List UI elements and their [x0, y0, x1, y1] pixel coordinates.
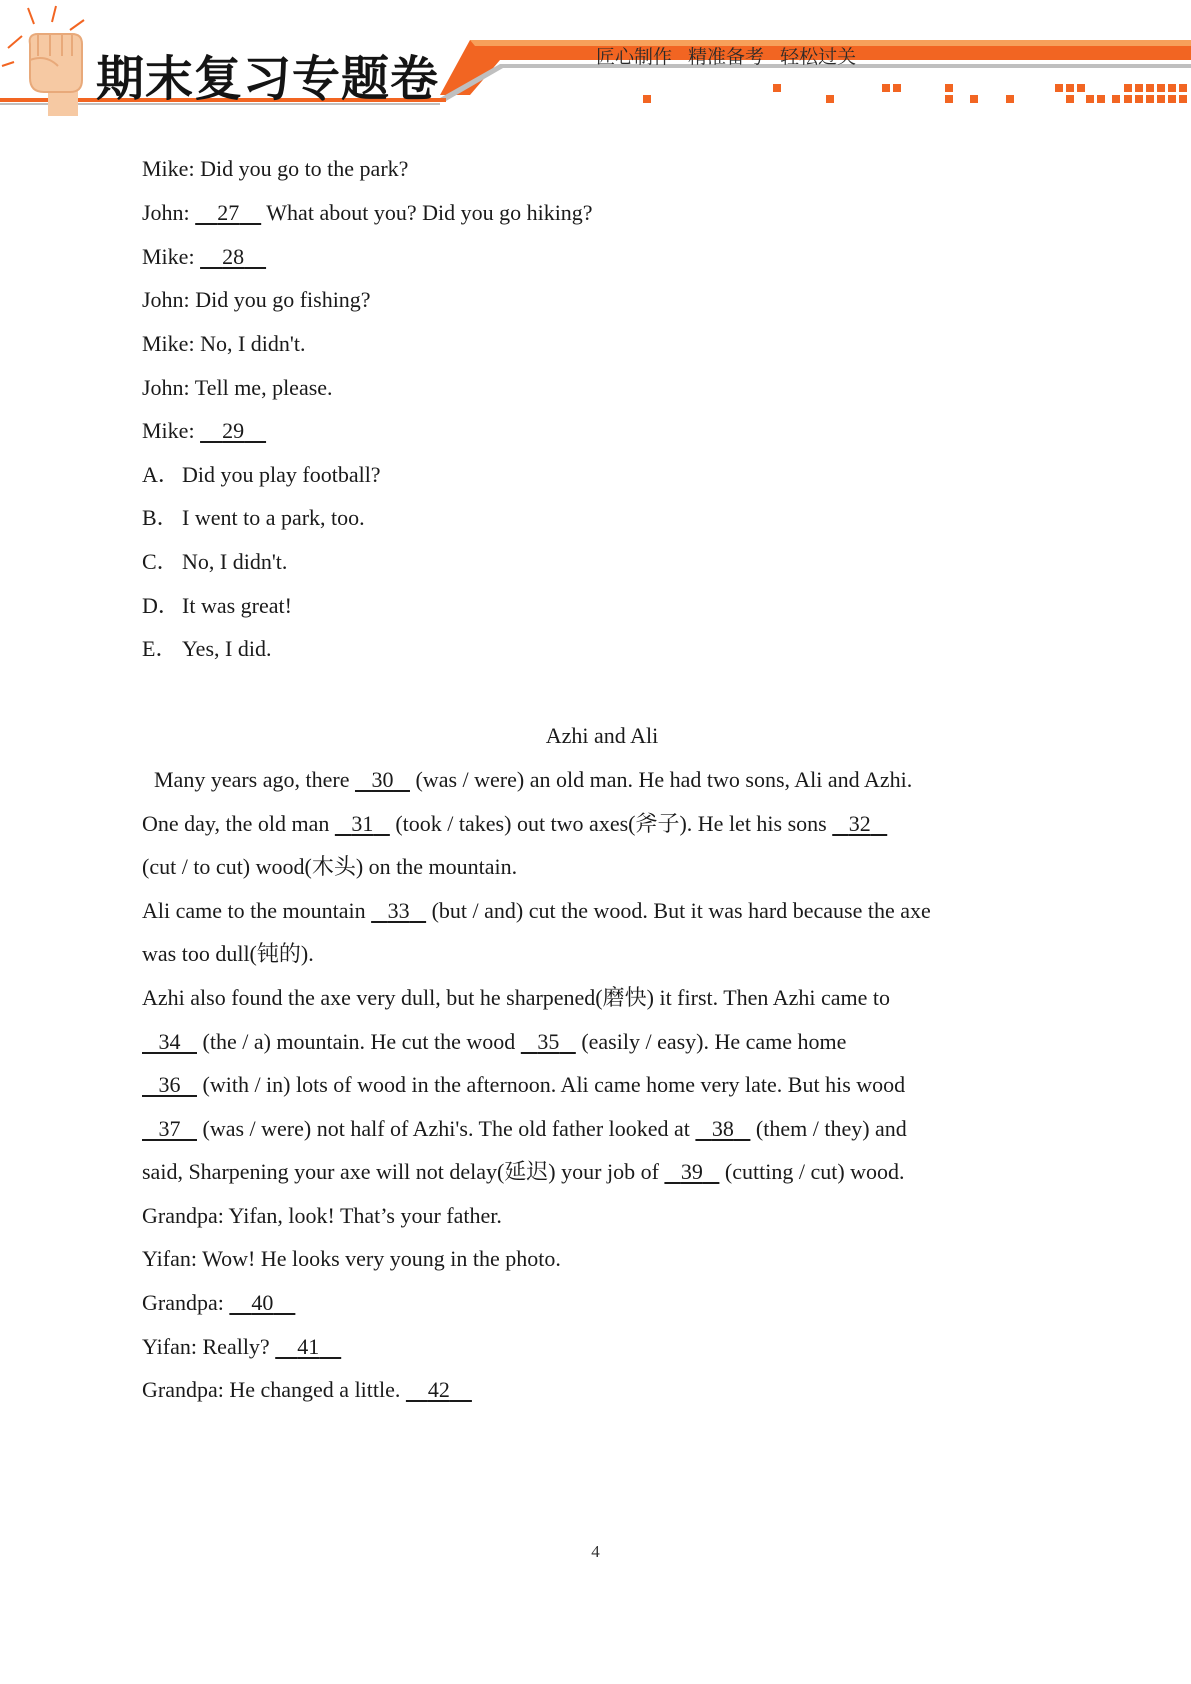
speaker: Grandpa: — [142, 1203, 224, 1228]
speaker: Mike: — [142, 331, 195, 356]
option-letter: B． — [142, 505, 179, 530]
dialogue1-line6 — [142, 374, 333, 402]
answer-blank[interactable]: 27 — [217, 200, 240, 225]
option-letter: A． — [142, 462, 180, 487]
answer-blank[interactable]: 36 — [158, 1072, 181, 1097]
option-e — [142, 635, 271, 663]
dialogue2-line5 — [142, 1376, 472, 1404]
speaker: John: — [142, 200, 190, 225]
answer-blank[interactable]: 37 — [158, 1116, 181, 1141]
story-text: (with / in) lots of wood in the afternoon. Ali came home very late. But his wood — [202, 1072, 906, 1097]
speaker: John: — [142, 375, 190, 400]
story-text: (easily / easy). He came home — [581, 1029, 847, 1054]
speaker: Yifan: — [142, 1334, 197, 1359]
dialogue2-line1 — [142, 1202, 502, 1230]
story-text: (them / they) and — [755, 1116, 907, 1141]
utterance: Wow! He looks very young in the photo. — [202, 1246, 561, 1271]
story-text: said, Sharpening your axe will not delay(延迟) your job of — [142, 1159, 659, 1184]
utterance: Tell me, please. — [194, 375, 333, 400]
page-number: 4 — [591, 1542, 600, 1561]
speaker: Mike: — [142, 156, 195, 181]
story-line-3 — [142, 853, 517, 881]
option-text: No, I didn't. — [182, 549, 288, 574]
dialogue2-line3 — [142, 1289, 295, 1317]
speaker: Grandpa: — [142, 1290, 224, 1315]
dialogue1-line5 — [142, 330, 305, 358]
speaker: John: — [142, 287, 190, 312]
option-c — [142, 548, 287, 576]
answer-blank[interactable]: 41 — [297, 1334, 320, 1359]
story-line-10 — [142, 1158, 905, 1186]
answer-blank[interactable]: 31 — [351, 811, 374, 836]
answer-blank[interactable]: 34 — [158, 1029, 181, 1054]
story-text: was too dull(钝的). — [142, 941, 314, 966]
story-text: (took / takes) out two axes(斧子). He let his sons — [395, 811, 827, 836]
story-line-8 — [142, 1071, 905, 1099]
answer-blank[interactable]: 33 — [387, 898, 410, 923]
option-a — [142, 461, 381, 489]
story-line-5 — [142, 940, 314, 968]
speaker: Mike: — [142, 418, 195, 443]
dialogue1-line4 — [142, 286, 371, 314]
utterance: Really? — [202, 1334, 270, 1359]
header-title: 期末复习专题卷 — [96, 51, 440, 107]
option-letter: D． — [142, 593, 180, 618]
answer-blank[interactable]: 30 — [371, 767, 394, 792]
option-text: Yes, I did. — [182, 636, 272, 661]
story-text: (cut / to cut) wood(木头) on the mountain. — [142, 854, 518, 879]
utterance: Yifan, look! That’s your father. — [228, 1203, 502, 1228]
option-text: I went to a park, too. — [182, 505, 365, 530]
story-text: One day, the old man — [142, 811, 330, 836]
dialogue1-line1 — [142, 155, 408, 183]
story-text: Many years ago, there — [154, 767, 350, 792]
dialogue2-line4 — [142, 1333, 341, 1361]
header-slogan: 匠心制作 精准备考 轻松过关 — [596, 46, 857, 68]
utterance: What about you? Did you go hiking? — [266, 200, 593, 225]
answer-blank[interactable]: 39 — [680, 1159, 703, 1184]
story-line-9 — [142, 1115, 907, 1143]
utterance: He changed a little. — [229, 1377, 401, 1402]
utterance: No, I didn't. — [200, 331, 306, 356]
story-text: (was / were) an old man. He had two sons, Ali and Azhi. — [415, 767, 913, 792]
story-line-2 — [142, 810, 887, 838]
story-text: Ali came to the mountain — [142, 898, 366, 923]
option-text: It was great! — [182, 593, 292, 618]
story-line-6 — [142, 984, 890, 1012]
speaker: Yifan: — [142, 1246, 197, 1271]
answer-blank[interactable]: 38 — [711, 1116, 734, 1141]
story-title: Azhi and Ali — [545, 723, 659, 748]
story-line-1 — [154, 766, 912, 794]
story-text: (cutting / cut) wood. — [724, 1159, 905, 1184]
dialogue1-line3 — [142, 243, 266, 271]
dialogue1-line2 — [142, 199, 593, 227]
header-banner — [0, 0, 1191, 120]
story-text: (the / a) mountain. He cut the wood — [202, 1029, 516, 1054]
speaker: Mike: — [142, 244, 195, 269]
story-line-7 — [142, 1028, 846, 1056]
answer-blank[interactable]: 40 — [251, 1290, 274, 1315]
answer-blank[interactable]: 29 — [222, 418, 245, 443]
option-text: Did you play football? — [182, 462, 381, 487]
option-letter: E． — [142, 636, 178, 661]
story-text: (was / were) not half of Azhi's. The old father looked at — [202, 1116, 690, 1141]
option-d — [142, 592, 292, 620]
answer-blank[interactable]: 42 — [427, 1377, 450, 1402]
dialogue1-line7 — [142, 417, 266, 445]
answer-blank[interactable]: 32 — [848, 811, 871, 836]
option-letter: C． — [142, 549, 179, 574]
speaker: Grandpa: — [142, 1377, 224, 1402]
utterance: Did you go to the park? — [200, 156, 409, 181]
answer-blank[interactable]: 35 — [537, 1029, 560, 1054]
story-line-4 — [142, 897, 931, 925]
answer-blank[interactable]: 28 — [222, 244, 245, 269]
utterance: Did you go fishing? — [195, 287, 371, 312]
story-text: Azhi also found the axe very dull, but he sharpened(磨快) it first. Then Azhi came to — [142, 985, 891, 1010]
dialogue2-line2 — [142, 1245, 561, 1273]
option-b — [142, 504, 365, 532]
story-text: (but / and) cut the wood. But it was hard because the axe — [431, 898, 931, 923]
